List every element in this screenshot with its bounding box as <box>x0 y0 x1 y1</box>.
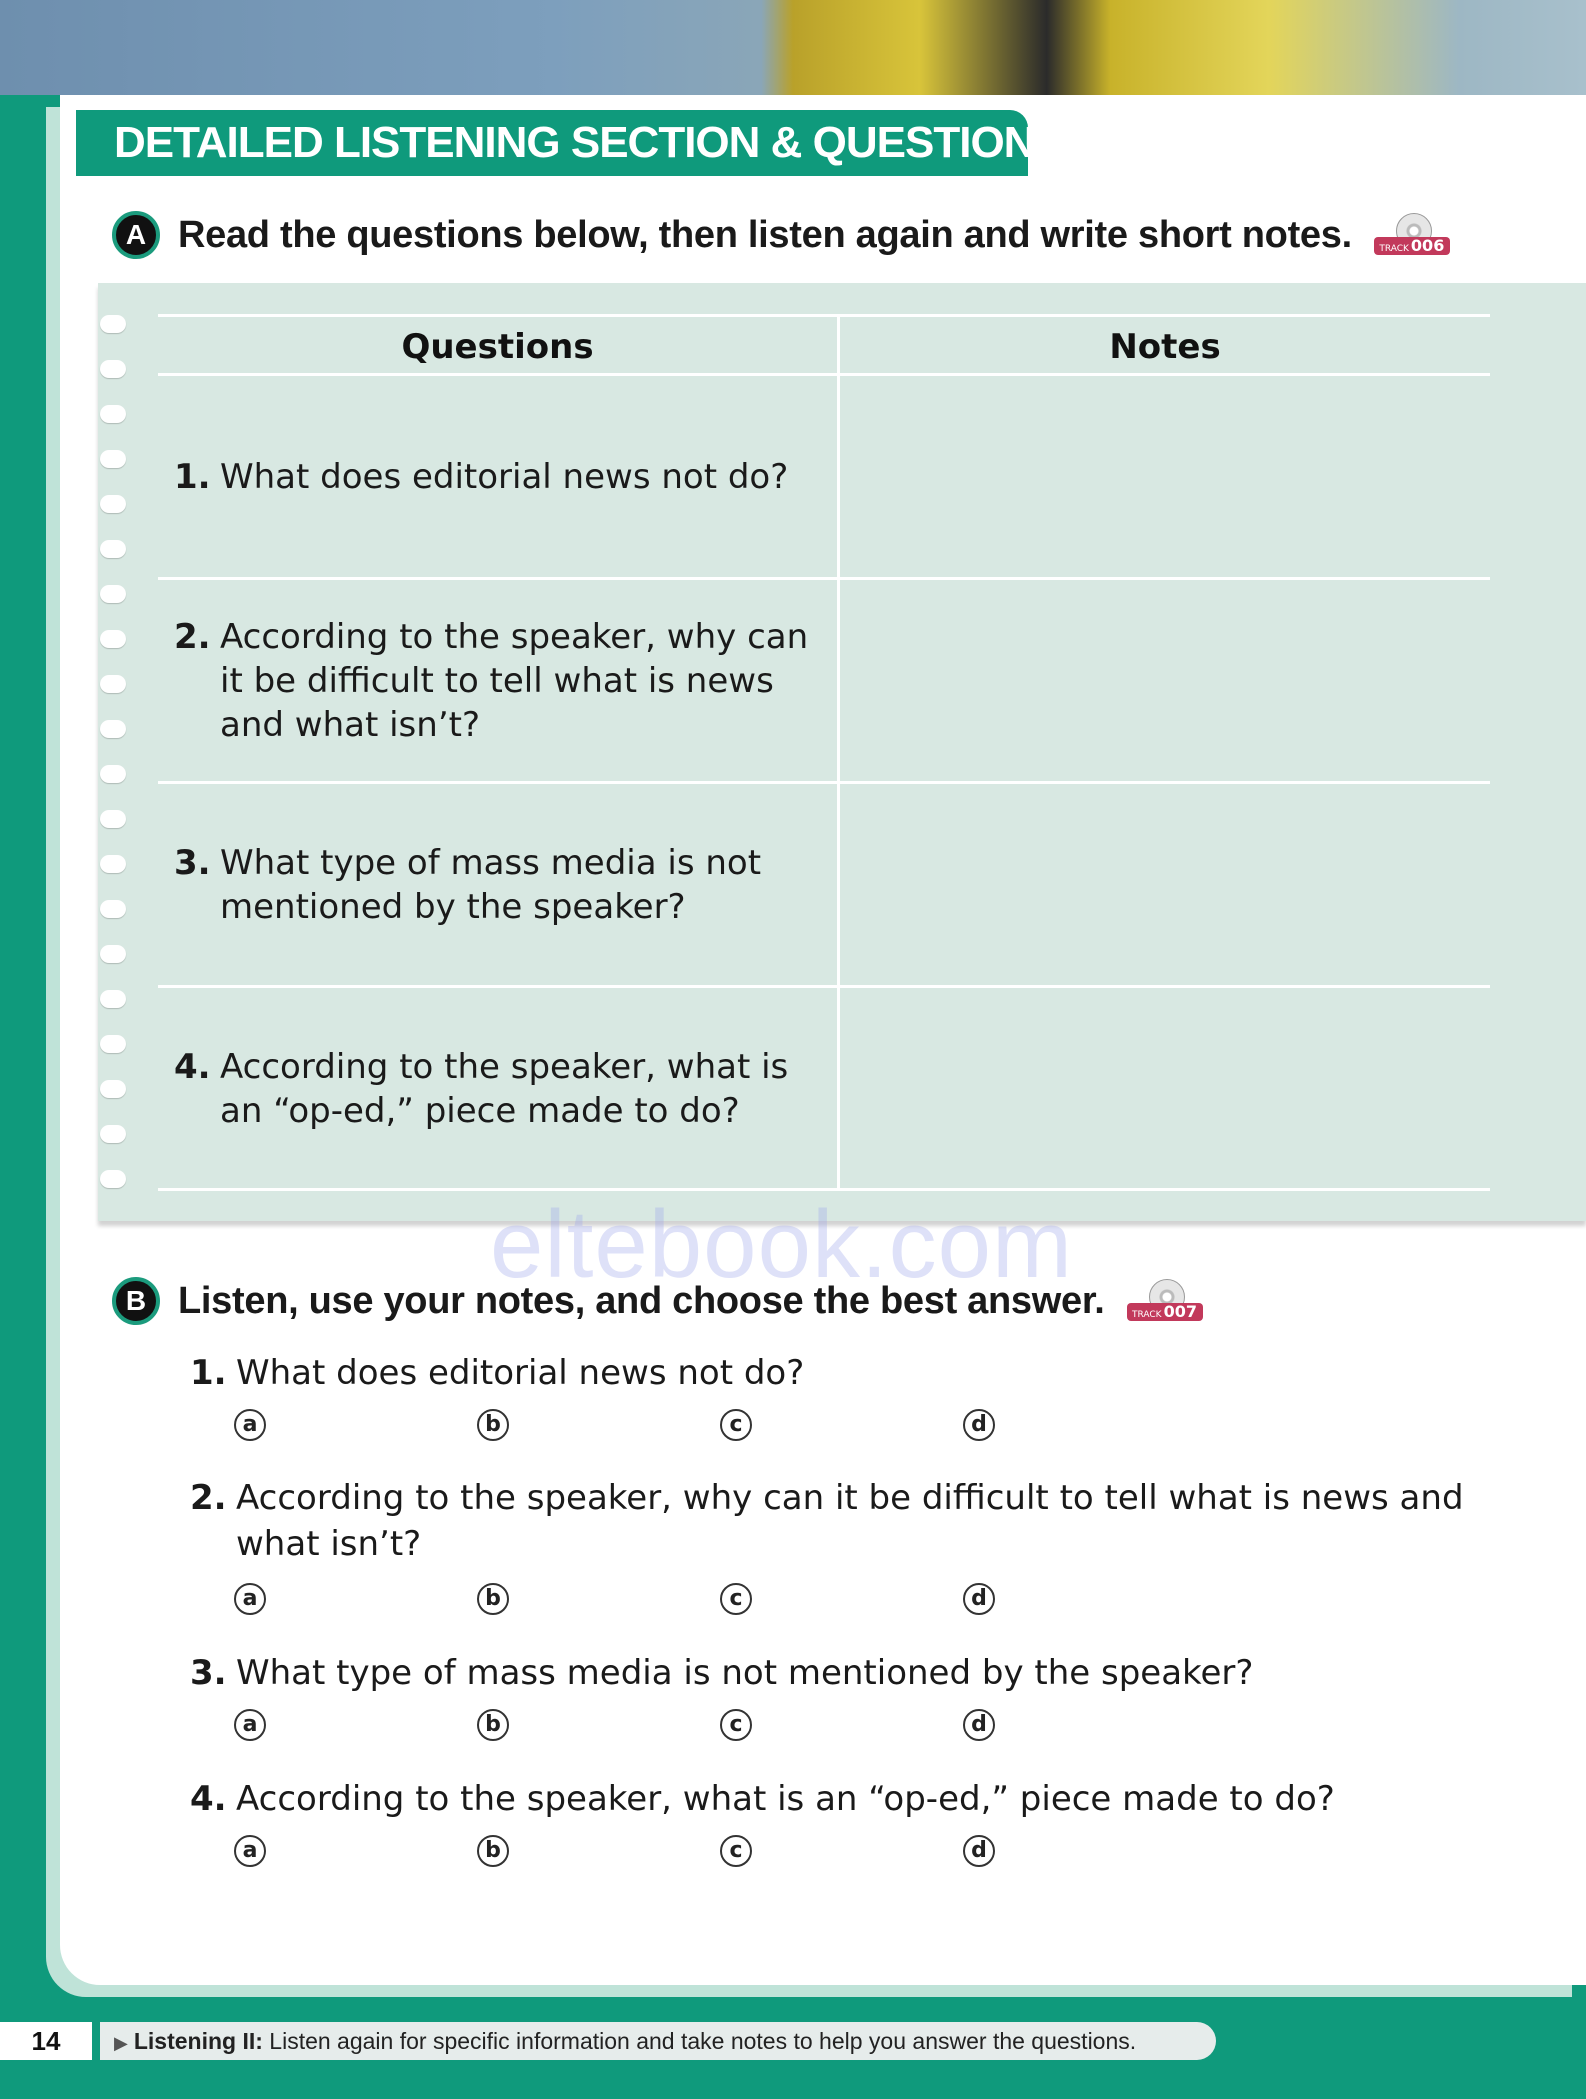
table-rule <box>158 781 1490 784</box>
watermark: eltebook.com <box>490 1191 1073 1298</box>
part-b-header <box>112 1273 1203 1329</box>
track-006-button[interactable] <box>1370 213 1450 257</box>
option-d-radio[interactable]: d <box>963 1709 995 1741</box>
notebook-hole <box>100 360 126 378</box>
table-row: 3. What type of mass media is not mentioned by the speaker? <box>174 843 762 927</box>
notebook-hole <box>100 855 126 873</box>
mc-question: 2. According to the speaker, why can it be difficult to tell what is news and what isn’t? <box>190 1478 1464 1564</box>
option-c-radio[interactable]: c <box>720 1409 752 1441</box>
header-photo <box>0 0 1586 95</box>
option-d-radio[interactable]: d <box>963 1409 995 1441</box>
table-rule <box>158 577 1490 580</box>
notebook-hole <box>100 1170 126 1188</box>
page-number: 14 <box>0 2022 92 2060</box>
notebook-hole <box>100 720 126 738</box>
mc-question: 1. What does editorial news not do? <box>190 1353 805 1393</box>
part-b-instruction: Listen, use your notes, and choose the best answer. <box>178 1279 1105 1322</box>
option-a-radio[interactable]: a <box>234 1583 266 1615</box>
notebook-holes <box>100 315 130 1195</box>
notebook-hole <box>100 990 126 1008</box>
track-label: TRACK 007 <box>1127 1303 1203 1321</box>
option-a-radio[interactable]: a <box>234 1835 266 1867</box>
notebook-hole <box>100 630 126 648</box>
notes-field-2[interactable] <box>842 582 1488 780</box>
option-c-radio[interactable]: c <box>720 1835 752 1867</box>
table-divider <box>837 316 840 1190</box>
table-rule <box>158 985 1490 988</box>
notebook-hole <box>100 405 126 423</box>
option-c-radio[interactable]: c <box>720 1583 752 1615</box>
table-rule <box>158 314 1490 317</box>
notebook-hole <box>100 495 126 513</box>
option-b-radio[interactable]: b <box>477 1709 509 1741</box>
play-triangle-icon: ▶ <box>114 2033 128 2053</box>
notebook-hole <box>100 945 126 963</box>
option-c-radio[interactable]: c <box>720 1709 752 1741</box>
notebook-hole <box>100 1035 126 1053</box>
option-d-radio[interactable]: d <box>963 1835 995 1867</box>
option-a-radio[interactable]: a <box>234 1409 266 1441</box>
notebook-hole <box>100 540 126 558</box>
notebook-hole <box>100 315 126 333</box>
notebook-hole <box>100 1125 126 1143</box>
mc-question: 3. What type of mass media is not mentioned by the speaker? <box>190 1653 1254 1693</box>
col-header-notes: Notes <box>1109 327 1221 367</box>
notebook-hole <box>100 765 126 783</box>
notebook-hole <box>100 585 126 603</box>
table-row: 2. According to the speaker, why can it be difficult to tell what is news and what isn’t? <box>174 617 809 745</box>
part-b-badge: B <box>112 1277 160 1325</box>
notes-field-1[interactable] <box>842 378 1488 576</box>
footer-note: ▶ Listening II: Listen again for specific information and take notes to help you answer the questions. <box>100 2022 1216 2060</box>
section-title: DETAILED LISTENING SECTION & QUESTIONS <box>76 110 1028 176</box>
option-a-radio[interactable]: a <box>234 1709 266 1741</box>
part-a-badge: A <box>112 211 160 259</box>
mc-question: 4. According to the speaker, what is an “op-ed,” piece made to do? <box>190 1779 1335 1819</box>
notebook-hole <box>100 675 126 693</box>
col-header-questions: Questions <box>401 327 594 367</box>
option-b-radio[interactable]: b <box>477 1409 509 1441</box>
notebook-hole <box>100 900 126 918</box>
option-b-radio[interactable]: b <box>477 1835 509 1867</box>
part-a-header <box>112 207 1450 263</box>
notes-field-4[interactable] <box>842 990 1488 1188</box>
table-row: 1. What does editorial news not do? <box>174 457 789 497</box>
part-a-instruction: Read the questions below, then listen again and write short notes. <box>178 213 1352 256</box>
notebook-hole <box>100 1080 126 1098</box>
table-row: 4. According to the speaker, what is an “op-ed,” piece made to do? <box>174 1047 789 1131</box>
option-d-radio[interactable]: d <box>963 1583 995 1615</box>
notebook-hole <box>100 810 126 828</box>
notebook-hole <box>100 450 126 468</box>
notes-field-3[interactable] <box>842 786 1488 984</box>
table-rule <box>158 373 1490 376</box>
track-label: TRACK 006 <box>1374 237 1450 255</box>
option-b-radio[interactable]: b <box>477 1583 509 1615</box>
track-007-button[interactable] <box>1123 1279 1203 1323</box>
